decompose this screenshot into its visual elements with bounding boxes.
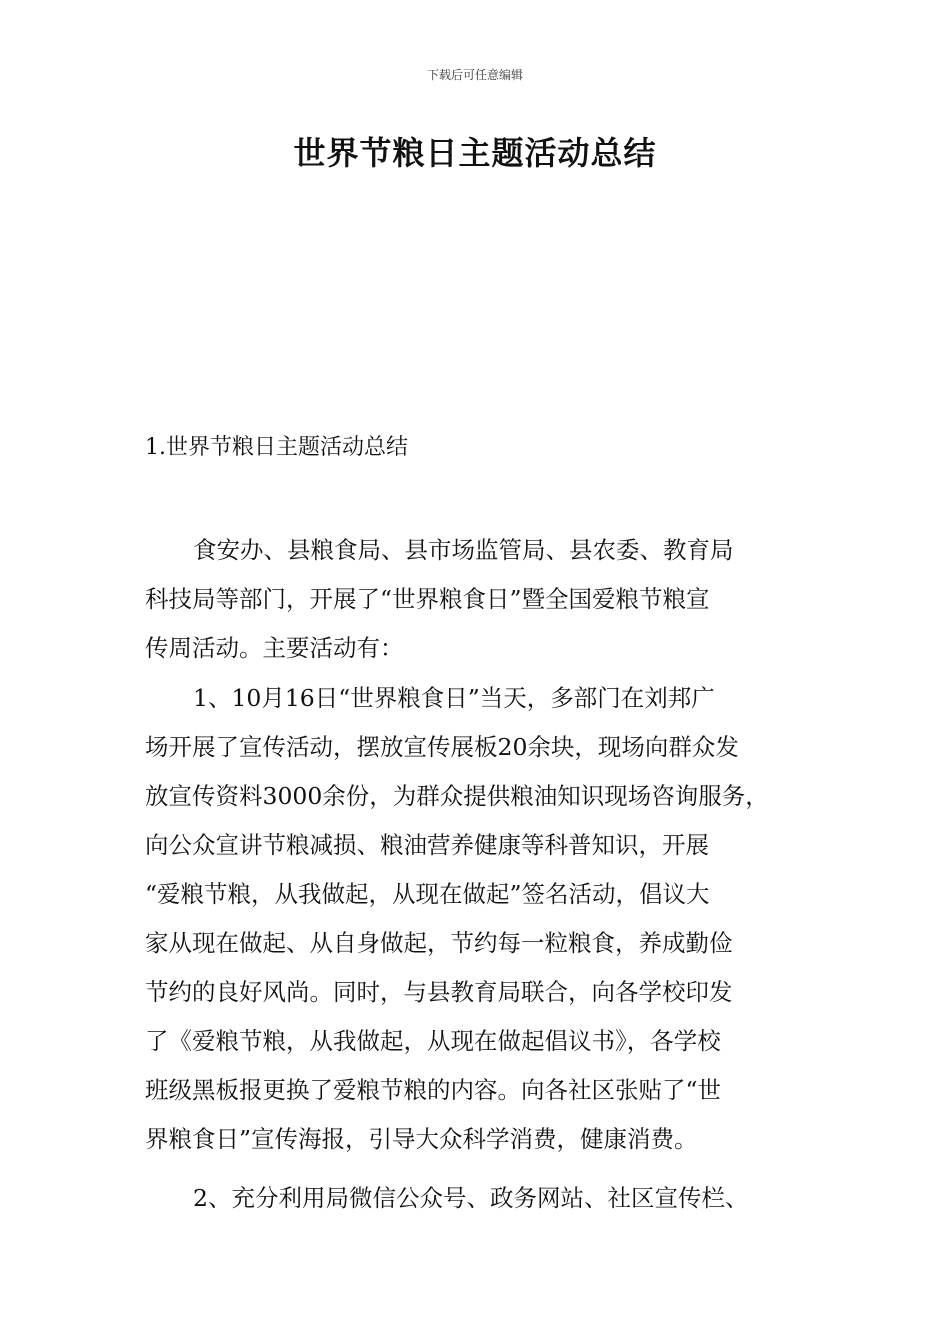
paragraph-line: 班级黑板报更换了爱粮节粮的内容。向各社区张贴了“世 — [145, 1076, 722, 1104]
document-title: 世界节粮日主题活动总结 — [293, 134, 657, 172]
paragraph-activity-2 — [145, 1174, 809, 1223]
paragraph-line: “爱粮节粮，从我做起，从现在做起”签名活动，倡议大 — [145, 880, 710, 908]
paragraph-line: 节约的良好风尚。同时，与县教育局联合，向各学校印发 — [145, 978, 733, 1006]
paragraph-line: 场开展了宣传活动，摆放宣传展板20余块，现场向群众发 — [145, 733, 739, 761]
paragraph-intro — [145, 526, 809, 673]
paragraph-line: 了《爱粮节粮，从我做起，从现在做起倡议书》，各学校 — [145, 1027, 721, 1055]
section-heading: 1.世界节粮日主题活动总结 — [145, 435, 408, 460]
header-note: 下载后可任意编辑 — [426, 68, 523, 82]
paragraph-line: 界粮食日”宣传海报，引导大众科学消费，健康消费。 — [145, 1125, 698, 1153]
paragraph-line: 1、10月16日“世界粮食日”当天，多部门在刘邦广 — [193, 684, 715, 712]
paragraph-line: 向公众宣讲节粮减损、粮油营养健康等科普知识，开展 — [145, 831, 709, 859]
paragraph-line: 传周活动。主要活动有： — [145, 634, 404, 662]
paragraph-line: 放宣传资料3000余份，为群众提供粮油知识现场咨询服务， — [145, 782, 769, 810]
paragraph-line: 科技局等部门，开展了“世界粮食日”暨全国爱粮节粮宣 — [145, 585, 710, 613]
paragraph-activity-1 — [145, 674, 809, 1164]
paragraph-line: 食安办、县粮食局、县市场监管局、县农委、教育局 — [193, 536, 734, 564]
paragraph-line: 2、充分利用局微信公众号、政务网站、社区宣传栏、 — [193, 1184, 749, 1212]
paragraph-line: 家从现在做起、从自身做起，节约每一粒粮食，养成勤俭 — [145, 929, 733, 957]
